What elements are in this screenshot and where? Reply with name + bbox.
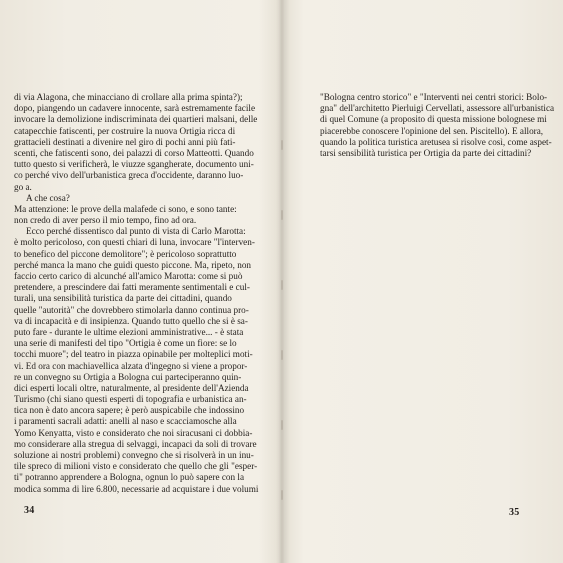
text-line: to benefico del piccone demolitore"; è pericoloso soprattutto [14,248,237,259]
text-line: go a. [14,181,32,192]
text-line: va di incapacità e di insipienza. Quando tutto quello che si è sa- [14,315,248,326]
left-page [0,0,281,563]
text-line: tutto questo si verificherà, le viuzze sgangherate, documento uni- [14,159,254,170]
text-line: una serie di manifesti del tipo "Ortigia è come un fiore: se lo [14,338,237,349]
text-line: è molto pericoloso, con questi chiari di luna, invocare "l'interven- [14,237,255,248]
text-line: quelle "autorità" che dovrebbero stimolarla danno continua pro- [14,304,249,315]
text-line: invocare la demolizione indiscriminata dei quartieri malsani, delle [14,114,258,125]
text-line: non credo di aver perso il mio tempo, fino ad ora. [14,215,197,226]
right-page-text [320,92,563,159]
text-line: puto fare - durante le ultime elezioni amministrative... - è stata [14,326,244,337]
text-line: tica non è dato ancora sapere; è però auspicabile che indossino [14,405,245,416]
text-line: tocchi muore"; del teatro in piazza opinabile per molteplici moti- [14,349,253,360]
text-line: i paramenti sacrali adatti: anelli al naso e scacciamosche alla [14,416,237,427]
text-line: re un convegno su Ortigia a Bologna cui parteciperanno quin- [14,371,242,382]
text-line: turali, una sensibilità turistica da parte dei cittadini, quando [14,293,232,304]
text-line: di quel Comune (a proposito di questa missione bolognese mi [320,114,547,125]
text-line: vi. Ed ora con machiavellica alzata d'ingegno si viene a propor- [14,360,248,371]
text-line: scenti, che fatiscenti sono, dei palazzi di corso Matteotti. Quando [14,147,254,158]
text-line: pretendere, a prescindere dai fatti meramente sentimentali e cul- [14,282,250,293]
text-line: tarsi sensibilità turistica per Ortigia da parte dei cittadini? [320,147,532,158]
text-line: perché manca la mano che guidi questo piccone. Ma, ripeto, non [14,259,252,270]
text-line: piacerebbe conoscere l'opinione del sen. Piscitello). E allora, [320,125,544,136]
text-line: A che cosa? [26,192,70,203]
text-line: dopo, piangendo un cadavere innocente, sarà estremamente facile [14,103,256,114]
text-line: di via Alagona, che minacciano di crollare alla prima spinta?); [14,92,243,102]
text-line: modica somma di lire 6.800, necessarie ad acquistare i due volumi [14,483,259,494]
text-line: dici esperti locali oltre, naturalmente, al presidente dell'Azienda [14,382,249,393]
text-line: tile spreco di milioni visto e considerato che quello che gli "esper- [14,461,258,472]
text-line: "Bologna centro storico" e "Interventi nei centri storici: Bolo- [320,92,548,102]
text-line: Turismo (chi siano questi esperti di topografia e urbanistica an- [14,394,247,405]
text-line: catapecchie fatiscenti, per costruire la nuova Ortigia ricca di [14,125,236,136]
text-line: Ecco perché dissentisco dal punto di vista di Carlo Marotta: [26,226,246,237]
text-line: gna" dell'architetto Pierluigi Cervellati, assessore all'urbanistica [320,103,555,114]
text-line: mo considerare alla stregua di selvaggi, incapaci da soli di trovare [14,438,257,449]
text-line: faccio certo carico di alcunché all'amico Marotta: come si può [14,271,243,281]
text-line: soluzione ai nostri problemi) convegno che si risolverà in un inu- [14,450,254,460]
page-number: 35 [509,507,520,518]
text-line: co perché vivo dell'urbanistica greca d'occidente, daranno luo- [14,170,244,181]
text-line: quando la politica turistica aretusea si risolve così, come aspet- [320,136,552,147]
left-page-text [14,92,264,495]
text-line: Ma attenzione: le prove della malafede ci sono, e sono tante: [14,203,237,214]
page-number: 34 [24,505,35,516]
text-line: ti" potranno apprendere a Bologna, ognun lo può sapere con la [14,472,245,483]
right-page [282,0,563,563]
text-line: Yomo Kenyatta, visto e considerato che noi siracusani ci dobbia- [14,427,253,438]
text-line: grattacieli destinati a divenire nel giro di pochi anni più fati- [14,136,236,147]
